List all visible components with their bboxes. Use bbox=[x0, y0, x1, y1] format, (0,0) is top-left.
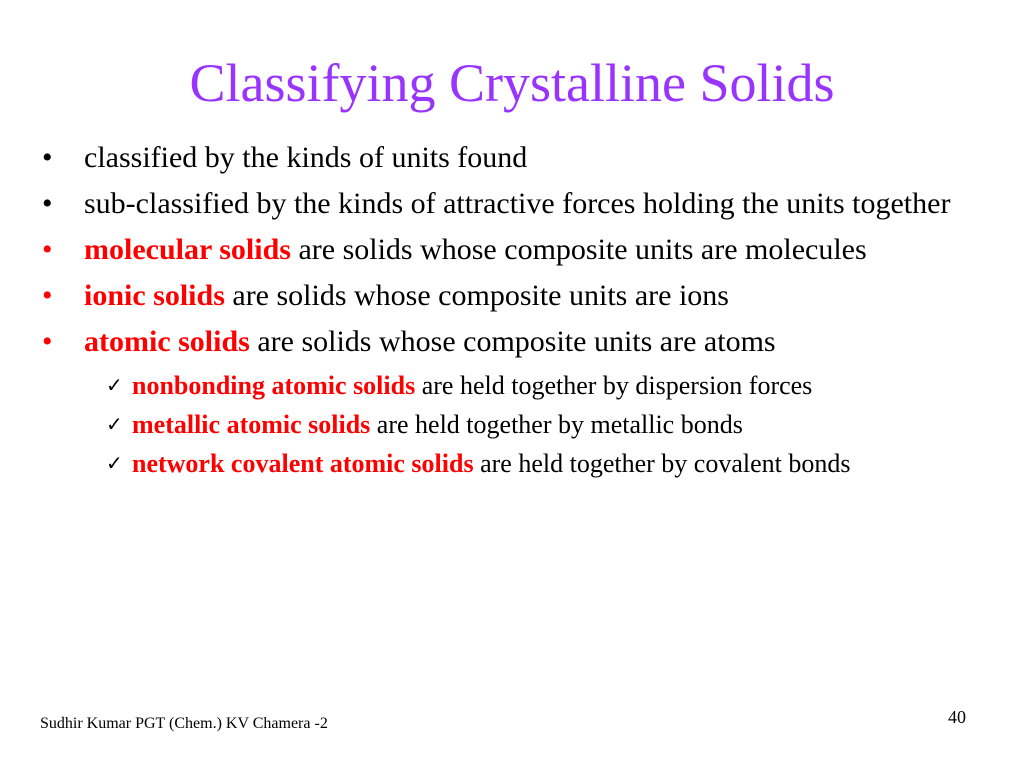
sub-item-nonbonding bbox=[106, 370, 980, 401]
bullet-dot-icon: • bbox=[42, 325, 53, 358]
checkmark-icon: ✓ bbox=[106, 451, 123, 475]
bullet-text: are solids whose composite units are atoms bbox=[249, 325, 776, 358]
bullet-item-classified bbox=[40, 140, 980, 176]
sub-bullet-text: are held together by dispersion forces bbox=[415, 371, 813, 400]
bullet-term: molecular solids bbox=[84, 233, 291, 266]
bullet-item-ionic-solids bbox=[40, 278, 980, 314]
bullet-list bbox=[40, 140, 980, 489]
bullet-term: ionic solids bbox=[84, 279, 225, 312]
bullet-dot-icon: • bbox=[42, 187, 53, 220]
slide-title: Classifying Crystalline Solids bbox=[189, 53, 835, 113]
bullet-item-molecular-solids bbox=[40, 232, 980, 268]
bullet-text: sub-classified by the kinds of attractive forces holding the units together bbox=[84, 187, 951, 220]
bullet-text: are solids whose composite units are molecules bbox=[290, 233, 867, 266]
sub-item-network-covalent bbox=[106, 448, 980, 479]
bullet-dot-icon: • bbox=[42, 233, 53, 266]
sub-bullet-term: metallic atomic solids bbox=[132, 410, 371, 439]
sub-bullet-list bbox=[84, 370, 980, 479]
bullet-item-atomic-solids bbox=[40, 324, 980, 479]
checkmark-icon: ✓ bbox=[106, 373, 123, 397]
checkmark-icon: ✓ bbox=[106, 412, 123, 436]
footer-author: Sudhir Kumar PGT (Chem.) KV Chamera -2 bbox=[40, 715, 328, 732]
sub-bullet-text: are held together by metallic bonds bbox=[370, 410, 743, 439]
sub-bullet-term: network covalent atomic solids bbox=[132, 449, 474, 478]
sub-bullet-term: nonbonding atomic solids bbox=[132, 371, 416, 400]
bullet-term: atomic solids bbox=[84, 325, 250, 358]
sub-bullet-text: are held together by covalent bonds bbox=[473, 449, 851, 478]
bullet-item-sub-classified bbox=[40, 186, 980, 222]
sub-item-metallic bbox=[106, 409, 980, 440]
bullet-dot-icon: • bbox=[42, 141, 53, 174]
bullet-text: classified by the kinds of units found bbox=[84, 141, 528, 174]
bullet-text: are solids whose composite units are ions bbox=[224, 279, 729, 312]
page-number: 40 bbox=[948, 707, 966, 727]
bullet-dot-icon: • bbox=[42, 279, 53, 312]
